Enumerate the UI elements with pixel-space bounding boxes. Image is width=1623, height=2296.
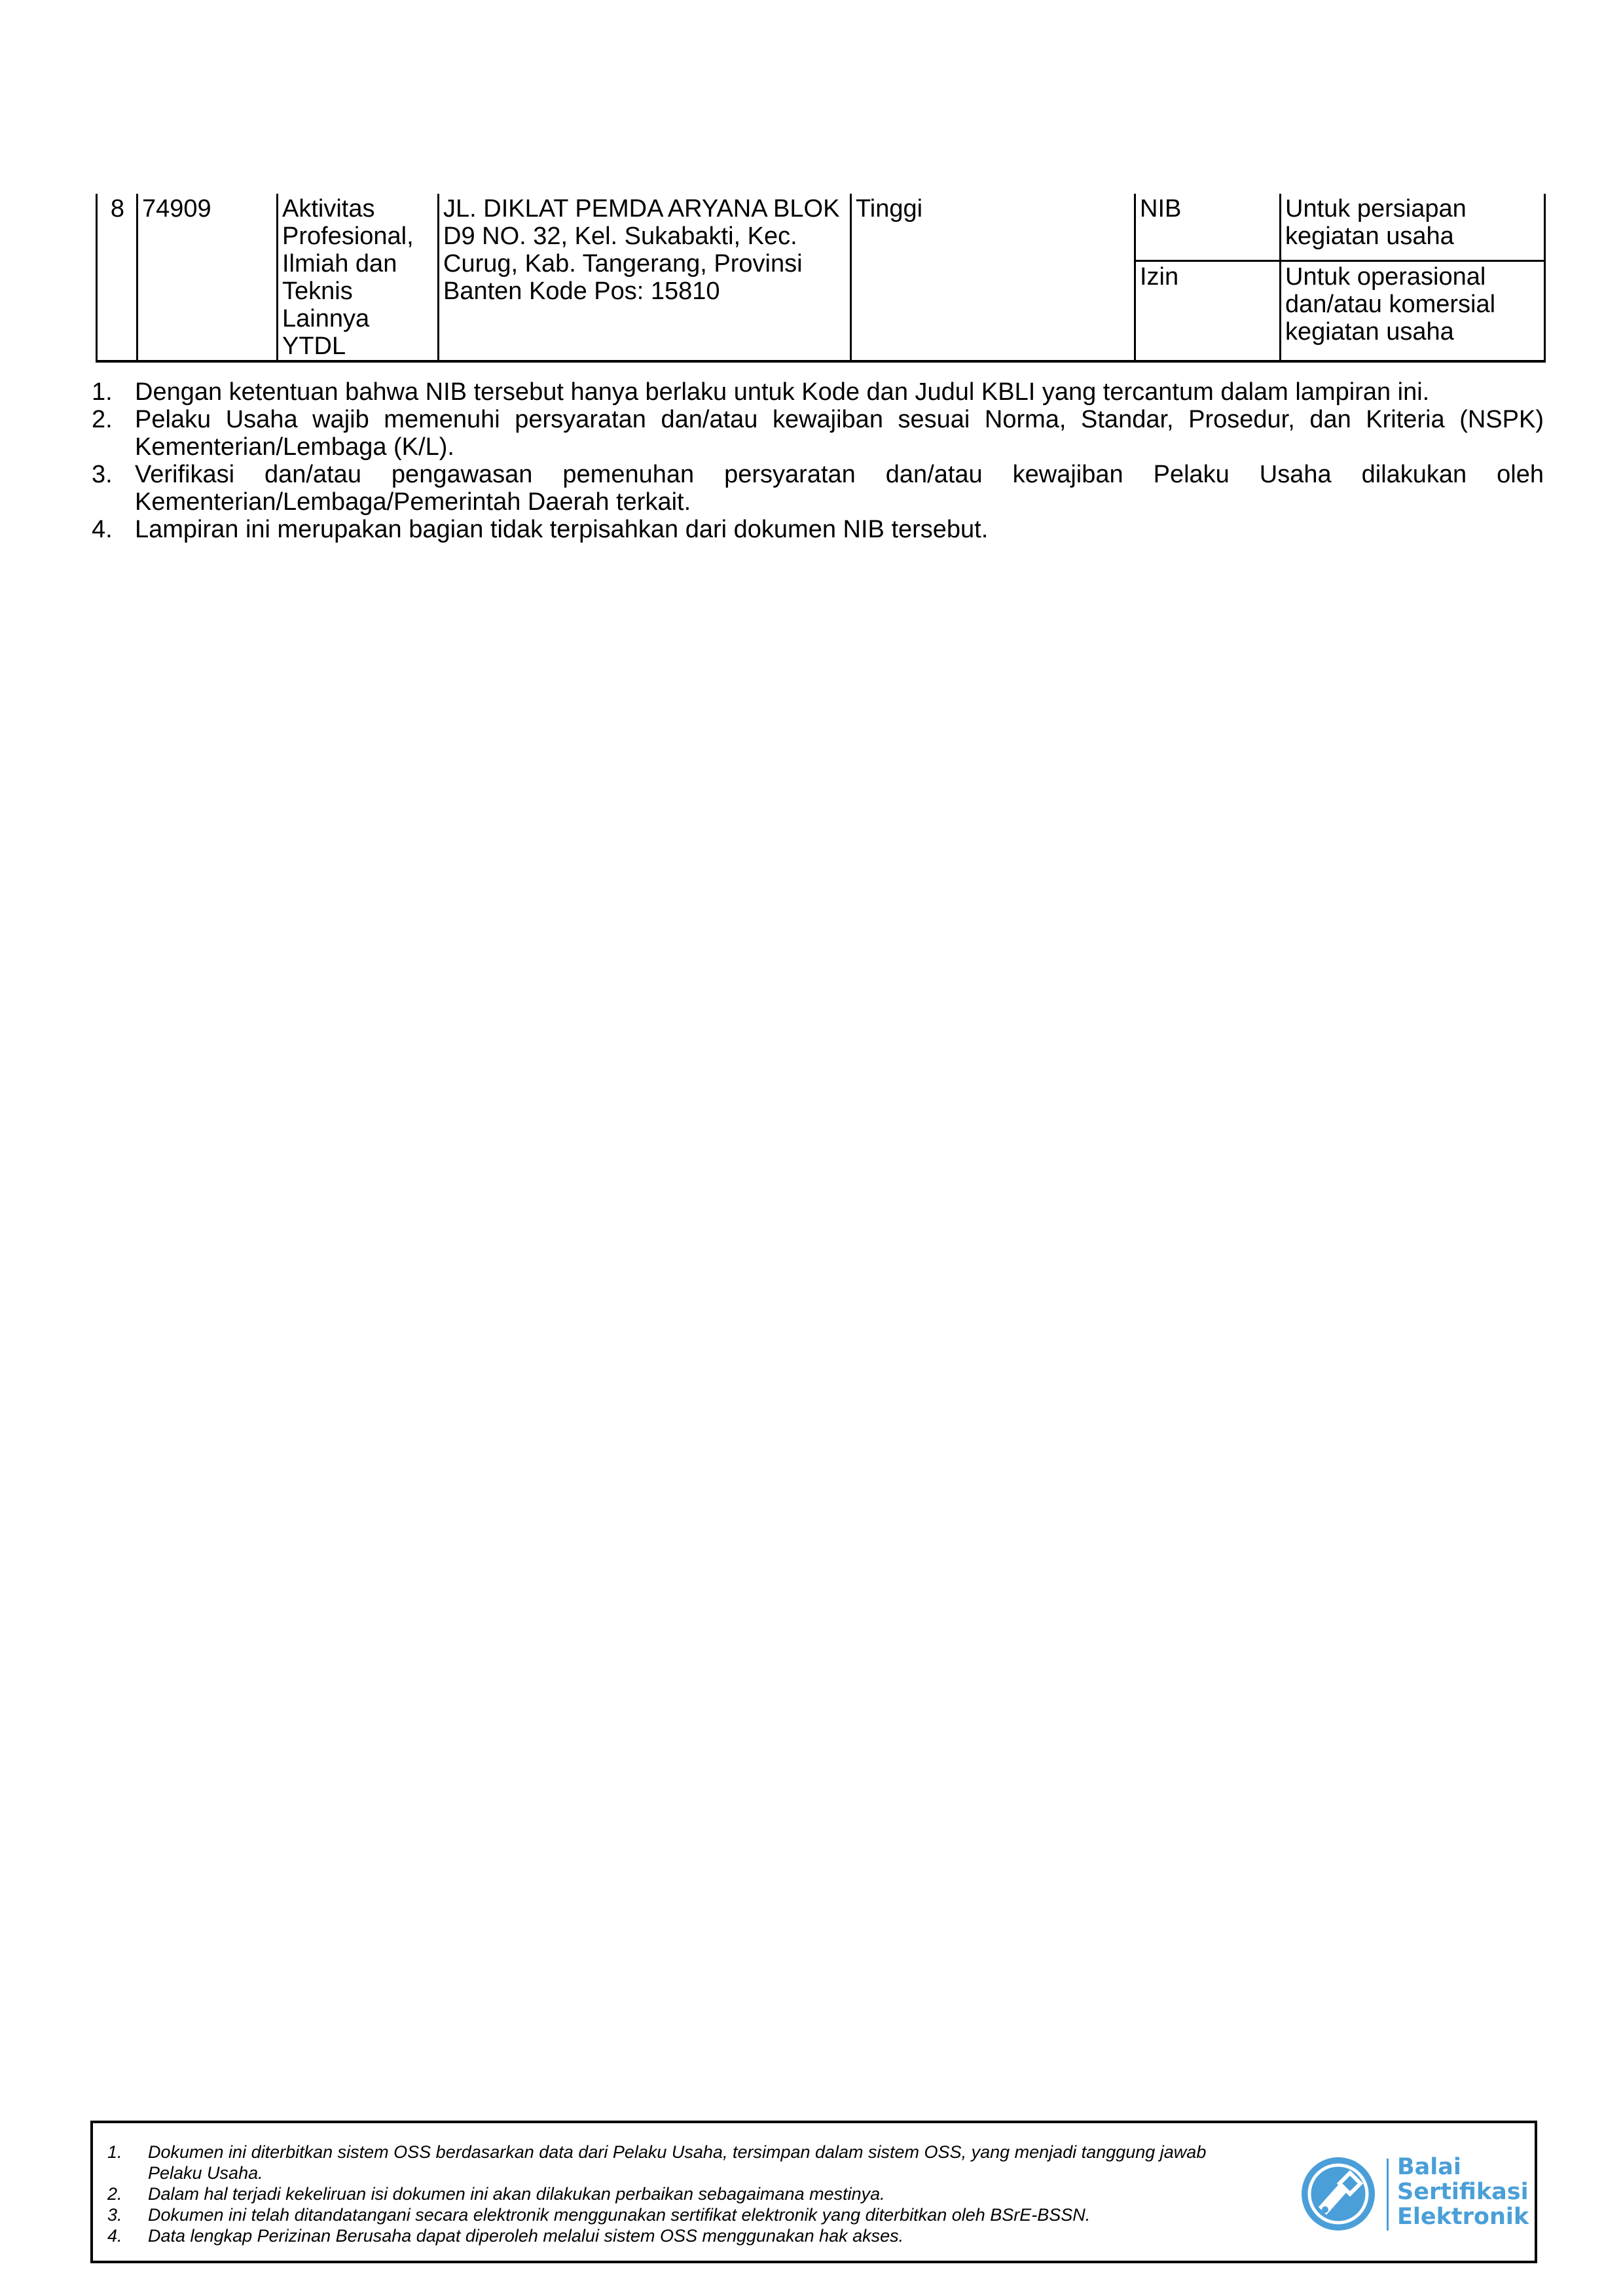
list-text: Kementerian/Lembaga (K/L). [135, 433, 454, 461]
list-item [107, 2142, 1351, 2183]
footer-notes [107, 2142, 1351, 2246]
kbli-title: Aktivitas Profesional, Ilmiah dan Teknis Lainnya YTDL [278, 194, 439, 361]
bsre-logo-text [1397, 2155, 1529, 2229]
footer-disclaimer-box [90, 2121, 1537, 2263]
list-number: 4. [107, 2226, 122, 2246]
row-number: 8 [97, 194, 137, 361]
list-number: 1. [107, 2142, 122, 2162]
list-text: Dokumen ini diterbitkan sistem OSS berdasarkan data dari Pelaku Usaha, tersimpan dalam sistem OSS, yang menjadi tanggung jawab [148, 2142, 1207, 2162]
risk-level: Tinggi [851, 194, 1135, 361]
bsre-logo [1299, 2148, 1529, 2240]
terms-list [92, 378, 1544, 543]
list-text: Kementerian/Lembaga/Pemerintah Daerah terkait. [135, 488, 691, 516]
list-item [92, 461, 1544, 516]
business-address: JL. DIKLAT PEMDA ARYANA BLOK D9 NO. 32, Kel. Sukabakti, Kec. Curug, Kab. Tangerang, Provinsi Banten Kode Pos: 15810 [439, 194, 851, 361]
list-text: Dengan ketentuan bahwa NIB tersebut hanya berlaku untuk Kode dan Judul KBLI yang tercantum dalam lampiran ini. [135, 378, 1430, 406]
bsre-emblem-icon [1299, 2155, 1377, 2233]
list-text: Pelaku Usaha. [148, 2163, 263, 2183]
logo-line: Balai [1397, 2154, 1461, 2180]
list-item [107, 2225, 1351, 2246]
list-number: 1. [92, 378, 113, 406]
list-text: Dalam hal terjadi kekeliruan isi dokumen ini akan dilakukan perbaikan sebagaimana mestinya. [148, 2184, 885, 2204]
logo-line: Sertifikasi [1397, 2179, 1529, 2205]
list-number: 2. [92, 406, 113, 433]
kbli-table [96, 194, 1546, 363]
list-item [107, 2183, 1351, 2204]
permit-type: NIB [1135, 194, 1281, 260]
list-text: Verifikasi dan/atau pengawasan pemenuhan persyaratan dan/atau kewajiban Pelaku Usaha dilakukan oleh [135, 461, 1544, 488]
permit-type: Izin [1135, 260, 1281, 361]
list-item [92, 516, 1544, 543]
table-row [97, 194, 1545, 260]
list-number: 3. [92, 461, 113, 488]
list-text: Lampiran ini merupakan bagian tidak terpisahkan dari dokumen NIB tersebut. [135, 516, 989, 543]
logo-divider [1387, 2159, 1389, 2231]
list-text: Dokumen ini telah ditandatangani secara elektronik menggunakan sertifikat elektronik yang diterbitkan oleh BSrE-BSSN. [148, 2205, 1091, 2225]
list-text: Pelaku Usaha wajib memenuhi persyaratan dan/atau kewajiban sesuai Norma, Standar, Prosedur, dan Kriteria (NSPK) [135, 406, 1544, 433]
list-number: 4. [92, 516, 113, 543]
permit-description: Untuk persiapan kegiatan usaha [1281, 194, 1545, 260]
list-number: 2. [107, 2184, 122, 2204]
permit-description: Untuk operasional dan/atau komersial kegiatan usaha [1281, 260, 1545, 361]
logo-line: Elektronik [1397, 2204, 1529, 2230]
list-number: 3. [107, 2205, 122, 2225]
list-text: Data lengkap Perizinan Berusaha dapat diperoleh melalui sistem OSS menggunakan hak akses. [148, 2226, 904, 2246]
list-item [92, 406, 1544, 461]
kbli-code: 74909 [137, 194, 278, 361]
list-item [92, 378, 1544, 406]
list-item [107, 2204, 1351, 2225]
